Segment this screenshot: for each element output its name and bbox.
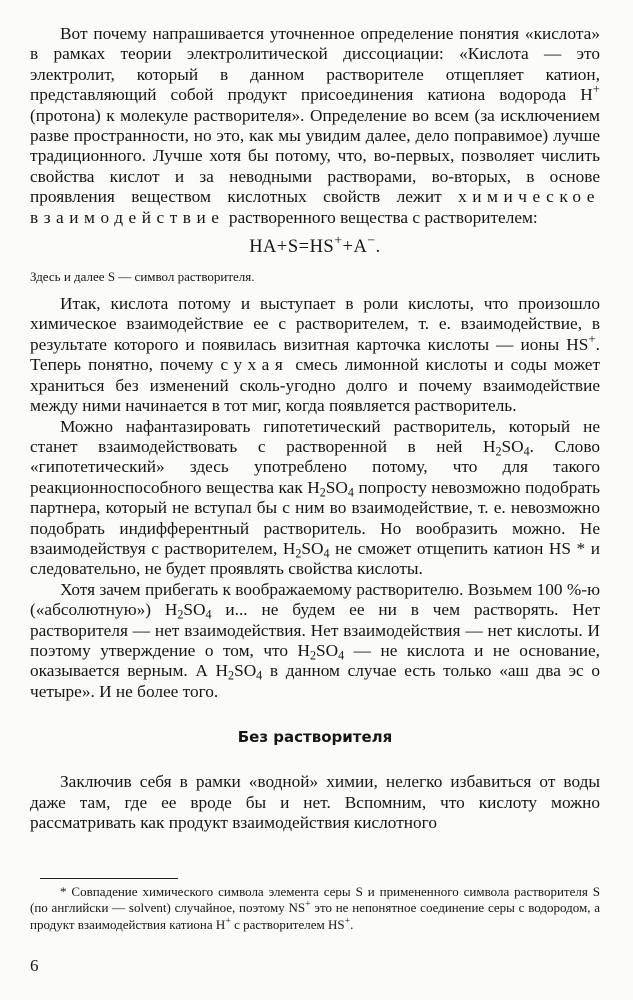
subscript: 2 xyxy=(295,546,302,561)
page-number: 6 xyxy=(30,956,39,975)
text-run: SO xyxy=(183,600,206,620)
text-run: . Слово «гипотетический» здесь употреблено потому, что для такого реакционноспособного вещества как H xyxy=(30,436,600,497)
subscript: 2 xyxy=(319,485,326,500)
reaction-formula xyxy=(30,233,600,258)
text-run: (протона) к молекуле растворителя». Определение во всем (за исключением разве пространности, но это, как мы увидим далее, дело поправимое) лучше традиционного. Лучше хотя бы потому, что, во-первых, позволяет числить свойства кислот и за неводными растворами, во-вторых, в основе проявления веществом кислотных свойств лежит xyxy=(30,105,600,207)
text-run: с растворителем HS xyxy=(230,916,345,932)
text-run: Вот почему напрашивается уточненное определение понятия «кислота» в рамках теории электролитической диссоциации: «Кислота — это электролит, который в данном растворителе отщепляет катион, представляющий собой продукт присоединения катиона водорода H xyxy=(30,24,600,105)
superscript: + xyxy=(588,330,596,346)
text-run: не сможет отщепить катион HS * и следовательно, не будет проявлять свойства кислоты. xyxy=(30,538,601,579)
text-run: в данном случае есть только «аш два эс о четыре». И не более того. xyxy=(30,661,600,701)
superscript: + xyxy=(344,915,351,927)
formula-charge: − xyxy=(367,233,376,249)
text-run: растворенного вещества с растворителем: xyxy=(224,207,538,227)
text-run: SO xyxy=(234,661,257,681)
superscript: + xyxy=(592,81,600,97)
superscript: + xyxy=(305,899,311,911)
superscript: + xyxy=(225,915,231,927)
footnote xyxy=(30,884,600,933)
text-run: SO xyxy=(501,436,524,456)
text-run: SO xyxy=(301,538,324,558)
formula-part: HA+S=HS xyxy=(249,237,335,258)
subscript: 4 xyxy=(323,546,330,561)
formula-note: Здесь и далее S — символ растворителя. xyxy=(30,269,255,285)
text-run: Хотя зачем прибегать к воображаемому растворителю. Возьмем 100 %-ю («абсолютную») H xyxy=(30,579,600,620)
paragraph-5 xyxy=(30,772,600,833)
paragraph-2 xyxy=(30,294,600,416)
text-run: SO xyxy=(316,640,339,660)
subscript: 4 xyxy=(338,648,345,663)
text-run: * Совпадение химического символа элемента серы S и примененного символа растворителя S (по английски — solvent) случайное, поэтому NS xyxy=(30,884,600,916)
subscript: 4 xyxy=(256,669,263,683)
text-run: . xyxy=(350,916,354,932)
text-run: попросту невозможно подобрать партнера, который не вступал бы с ним во взаимодействие, т. е. невозможно подобрать индифферентный растворитель. Но вообразить можно. Не взаимодействуя с растворителем, H xyxy=(30,477,600,558)
text-run: SO xyxy=(325,477,348,497)
subscript: 2 xyxy=(495,444,502,459)
formula-part: . xyxy=(375,237,381,258)
subscript: 4 xyxy=(347,485,354,500)
text-run: это не непонятное соединение серы с водородом, а продукт взаимодействия катиона H xyxy=(30,900,600,932)
text-run: . Теперь понятно, почему xyxy=(30,334,600,375)
subscript: 2 xyxy=(309,648,317,663)
text-run: — не кислота и не основание, оказывается верным. А H xyxy=(30,640,600,681)
formula-part: +A xyxy=(342,237,368,258)
section-title: Без растворителя xyxy=(237,728,393,747)
text-run: Заключив себя в рамки «водной» химии, нелегко избавиться от воды даже там, где ее вроде бы и нет. Вспомним, что кислоту можно рассматривать как продукт взаимодействия кислотного xyxy=(30,772,600,832)
spaced-emphasis: сухая xyxy=(220,355,289,375)
text-run: Итак, кислота потому и выступает в роли кислоты, что произошло химическое взаимодействие ее с растворителем, т. е. взаимодействие, в результате которого и появилась визитная карточка кислоты — ионы HS xyxy=(30,294,600,354)
text-run: смесь лимонной кислоты и соды может храниться без изменений сколь-угодно долго и почему взаимодействие между ними начинается в тот миг, когда появляется растворитель. xyxy=(30,355,600,416)
subscript: 2 xyxy=(177,607,184,622)
subscript: 4 xyxy=(523,444,530,459)
text-run: и... не будем ее ни в чем растворять. Нет растворителя — нет взаимодействия. Нет взаимодействия — нет кислоты. И поэтому утверждение о том, что H xyxy=(30,600,600,660)
paragraph-3 xyxy=(30,417,600,580)
main-text xyxy=(30,24,600,833)
subscript: 4 xyxy=(205,607,212,622)
spaced-emphasis: химическое взаимодействие xyxy=(30,187,600,227)
text-run: Можно нафантазировать гипотетический растворитель, который не станет взаимодействовать с растворенной в ней H xyxy=(30,416,600,456)
paragraph-4 xyxy=(30,580,600,702)
subscript: 2 xyxy=(228,669,235,683)
paragraph-1 xyxy=(30,24,600,228)
formula-charge: + xyxy=(334,233,343,249)
footnote-divider xyxy=(40,878,178,879)
